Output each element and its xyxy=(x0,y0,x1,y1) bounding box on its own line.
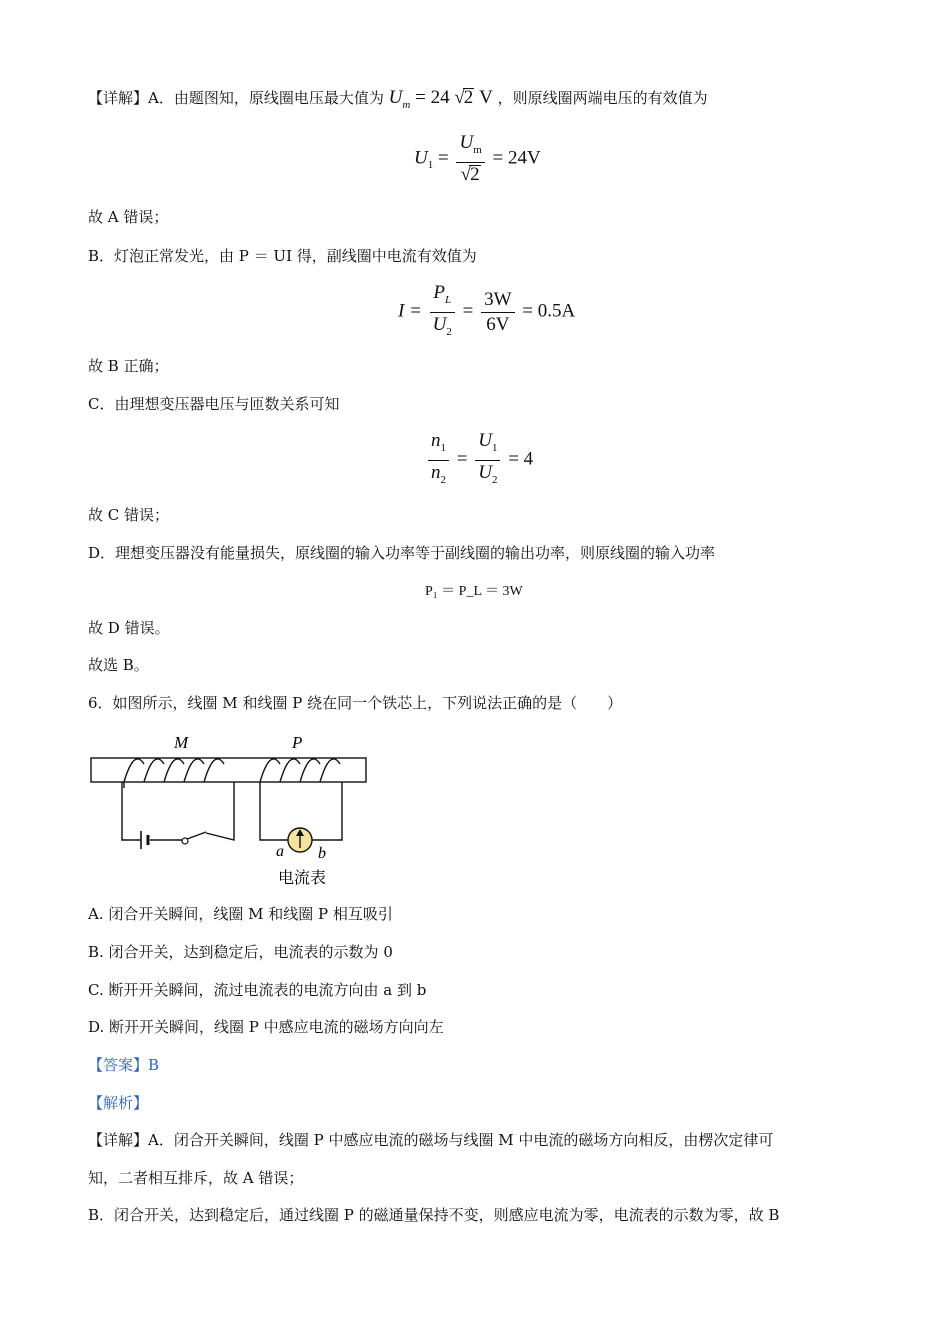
conclusion-d: 故 D 错误。 xyxy=(88,619,170,637)
answer-line xyxy=(88,1055,159,1075)
detail-a-line xyxy=(88,88,708,115)
label-m: M xyxy=(174,733,189,752)
coil-m xyxy=(124,759,224,788)
um-equals: = xyxy=(415,87,431,108)
d-text: D．理想变压器没有能量损失，原线圈的输入功率等于副线圈的输出功率，则原线圈的输入功率 xyxy=(88,544,716,562)
eq3-fraction-2: $\frac{U_1}{U_2}$ xyxy=(475,430,500,491)
eq2-frac1-den: U xyxy=(432,313,447,335)
eq3-fraction-1: $\frac{n_1}{n_2}$ xyxy=(428,430,449,491)
option-c: C. 断开开关瞬间，流过电流表的电流方向由 a 到 b xyxy=(88,981,427,999)
option-d: D. 断开开关瞬间，线圈 P 中感应电流的磁场方向向左 xyxy=(88,1018,444,1036)
eq1-lhs: U xyxy=(414,147,428,169)
eq2-frac1-num: P xyxy=(433,282,446,303)
option-a: A. 闭合开关瞬间，线圈 M 和线圈 P 相互吸引 xyxy=(88,905,393,923)
left-circuit-wires xyxy=(122,782,234,840)
conclusion-b: 故 B 正确； xyxy=(88,357,169,375)
circuit-diagram xyxy=(88,728,378,893)
c-text: C．由理想变压器电压与匝数关系可知 xyxy=(88,395,340,413)
eq2-lhs: I = xyxy=(398,300,422,322)
question-6: 6．如图所示，线圈 M 和线圈 P 绕在同一个铁芯上，下列说法正确的是（ ） xyxy=(88,694,623,712)
detail2-line3: B．闭合开关，达到稳定后，通过线圈 P 的磁通量保持不变，则感应电流为零，电流表的示数为零，故 B xyxy=(88,1206,780,1224)
eq2-frac2-num: 3W xyxy=(481,289,514,313)
eq1-result: = 24V xyxy=(492,147,541,169)
switch-icon xyxy=(182,832,206,844)
ammeter-icon xyxy=(288,828,312,852)
eq2-fraction-1: $\frac{P_L}{U_2}$ xyxy=(430,282,455,343)
conclusion-c: 故 C 错误； xyxy=(88,506,170,524)
eq1-num: U xyxy=(459,132,474,153)
detail2-line1: 【详解】A．闭合开关瞬间，线圈 P 中感应电流的磁场与线圈 M 中电流的磁场方向相反，由楞次定律可 xyxy=(88,1131,774,1149)
detail-a-suffix: ，则原线圈两端电压的有效值为 xyxy=(497,89,708,107)
b-text: B．灯泡正常发光，由 P ＝ UI 得，副线圈中电流有效值为 xyxy=(88,247,477,265)
eq2-result: = 0.5A xyxy=(522,300,576,322)
label-p: P xyxy=(292,733,303,752)
um-unit: V xyxy=(479,87,493,108)
um-symbol: $U_m$ xyxy=(388,87,411,111)
equation-i: I = $\frac{P_L}{U_2}$ = $\frac{3W}{6V}$ = 0.5A xyxy=(398,282,575,343)
equation-ratio: $\frac{n_1}{n_2}$ = $\frac{U_1}{U_2}$ = 4 xyxy=(425,430,533,491)
label-b: b xyxy=(318,845,326,862)
ammeter-caption: 电流表 xyxy=(278,868,327,887)
detail2-line2: 知，二者相互排斥，故 A 错误； xyxy=(88,1169,304,1187)
option-b: B. 闭合开关，达到稳定后，电流表的示数为 0 xyxy=(88,943,393,961)
coil-p xyxy=(260,759,340,782)
eq3-result: = 4 xyxy=(508,448,534,470)
eq2-frac2-den: 6V xyxy=(486,313,510,335)
eq2-fraction-2 xyxy=(481,289,514,336)
equation-u1: $U_1$ = $\frac{U_m}{√2}$ = 24V xyxy=(414,132,541,185)
analysis-label: 【解析】 xyxy=(88,1094,149,1112)
um-value: 24 xyxy=(430,87,450,108)
eq1-fraction: $\frac{U_m}{√2}$ xyxy=(456,132,484,186)
answer-label: 【答案】B xyxy=(88,1056,160,1074)
final-choice: 故选 B。 xyxy=(88,656,149,674)
battery-icon xyxy=(141,831,148,849)
equation-power: P₁ ＝ P_L ＝ 3W xyxy=(425,584,523,599)
sqrt-sign: √2 xyxy=(454,87,474,108)
conclusion-a: 故 A 错误； xyxy=(88,208,169,226)
label-a: a xyxy=(276,843,284,860)
detail-a-prefix: 【详解】A．由题图知，原线圈电压最大值为 xyxy=(88,89,384,107)
